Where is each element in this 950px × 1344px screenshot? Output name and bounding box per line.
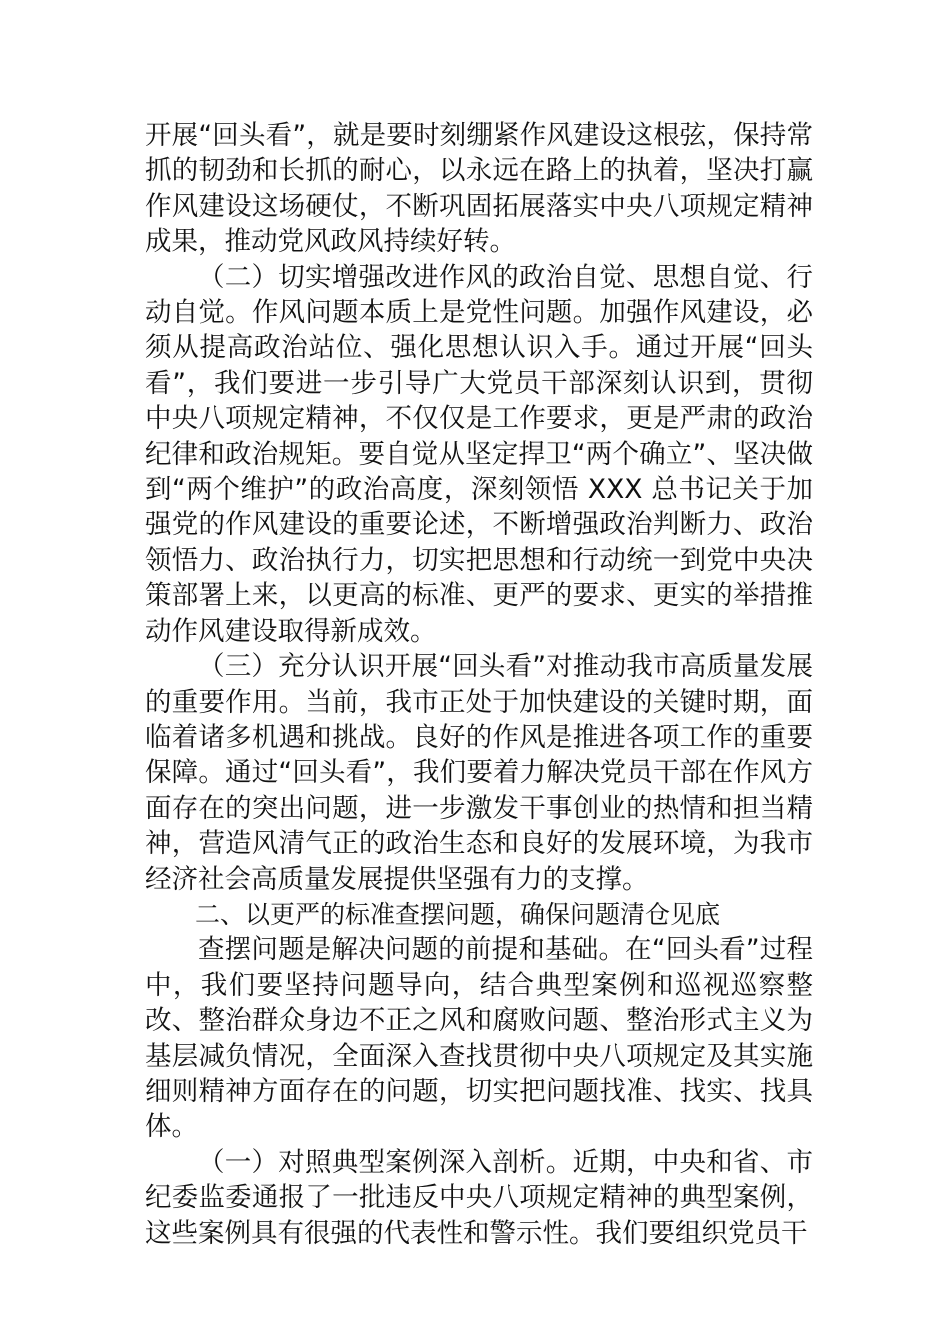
paragraph-continuation: 开展“回头看”，就是要时刻绷紧作风建设这根弦，保持常抓的韧劲和长抓的耐心，以永远在路上的执着，坚决打赢作风建设这场硬仗，不断巩固拓展落实中央八项规定精神成果，推动党风政风持续好转。 [145, 120, 813, 258]
paragraph-intro: 查摆问题是解决问题的前提和基础。在“回头看”过程中，我们要坚持问题导向，结合典型案例和巡视巡察整改、整治群众身边不正之风和腐败问题、整治形式主义为基层减负情况，全面深入查找贯彻中央八项规定及其实施细则精神方面存在的问题，切实把问题找准、找实、找具体。 [145, 934, 813, 1143]
paragraph-subsection-1: （一）对照典型案例深入剖析。近期，中央和省、市纪委监委通报了一批违反中央八项规定精神的典型案例，这些案例具有很强的代表性和警示性。我们要组织党员干 [145, 1146, 813, 1249]
document-body [145, 118, 813, 1251]
paragraph-section-3: （三）充分认识开展“回头看”对推动我市高质量发展的重要作用。当前，我市正处于加快建设的关键时期，面临着诸多机遇和挑战。良好的作风是推进各项工作的重要保障。通过“回头看”，我们要着力解决党员干部在作风方面存在的突出问题，进一步激发干事创业的热情和担当精神，营造风清气正的政治生态和良好的发展环境，为我市经济社会高质量发展提供坚强有力的支撑。 [145, 651, 813, 895]
section-heading: 二、以更严的标准查摆问题，确保问题清仓见底 [195, 899, 721, 929]
paragraph-section-2: （二）切实增强改进作风的政治自觉、思想自觉、行动自觉。作风问题本质上是党性问题。加强作风建设，必须从提高政治站位、强化思想认识入手。通过开展“回头看”，我们要进一步引导广大党员干部深刻认识到，贯彻中央八项规定精神，不仅仅是工作要求，更是严肃的政治纪律和政治规矩。要自觉从坚定捍卫“两个确立”、坚决做到“两个维护”的政治高度，深刻领悟 XXX 总书记关于加强党的作风建设的重要论述，不断增强政治判断力、政治领悟力、政治执行力，切实把思想和行动统一到党中央决策部署上来，以更高的标准、更严的要求、更实的举措推动作风建设取得新成效。 [145, 261, 813, 647]
